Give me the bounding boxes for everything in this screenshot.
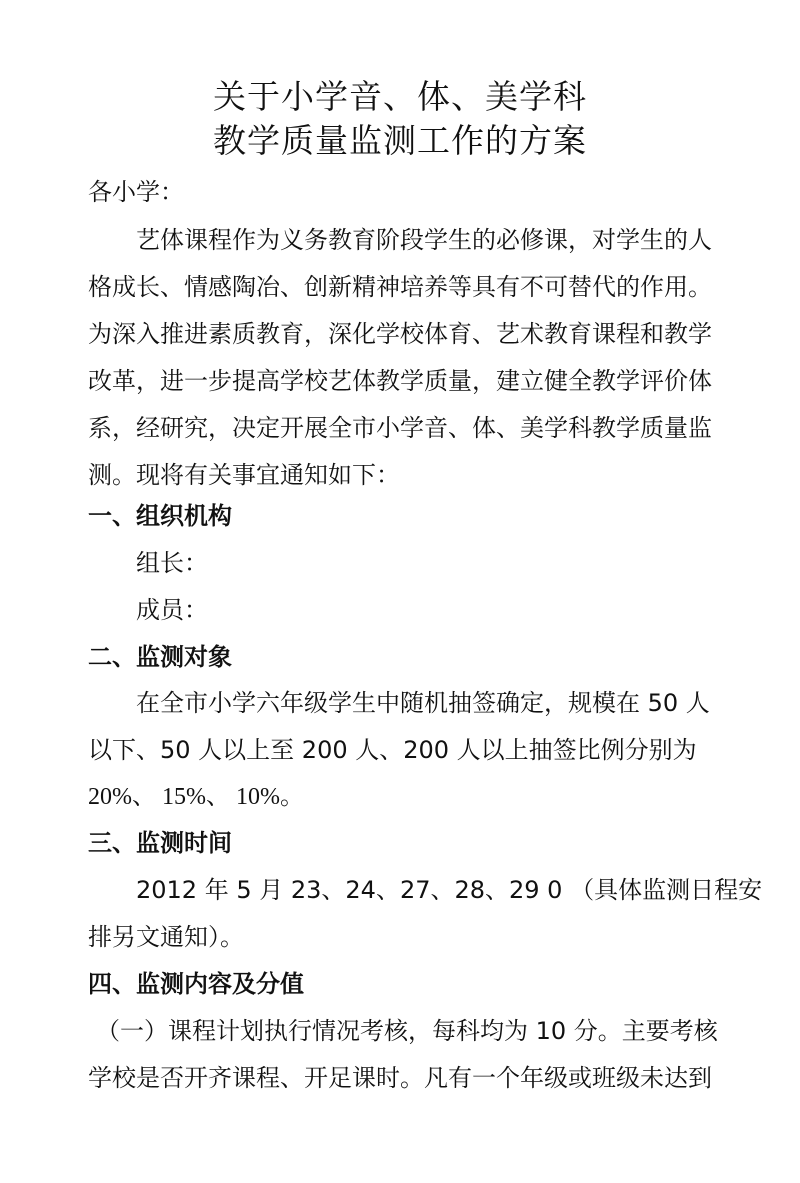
section-3-line-2: 排另文通知）。 (88, 923, 244, 951)
section-3-heading: 三、监测时间 (88, 829, 232, 857)
intro-line-1: 艺体课程作为义务教育阶段学生的必修课，对学生的人 (136, 226, 712, 254)
intro-line-3: 为深入推进素质教育，深化学校体育、艺术教育课程和教学 (88, 320, 712, 348)
section-2-line-2: 以下、50 人以上至 200 人、200 人以上抽签比例分别为 (88, 736, 697, 764)
intro-line-5: 系，经研究，决定开展全市小学音、体、美学科教学质量监 (88, 414, 712, 442)
salutation: 各小学： (88, 178, 184, 206)
section-4-line-2: 学校是否开齐课程、开足课时。凡有一个年级或班级未达到 (88, 1064, 712, 1092)
section-3-line-1: 2012 年 5 月 23、24、27、28、29 0 （具体监测日程安 (136, 876, 763, 904)
section-1-heading: 一、组织机构 (88, 502, 232, 530)
section-1-leader: 组长： (136, 549, 208, 577)
intro-line-2: 格成长、情感陶冶、创新精神培养等具有不可替代的作用。 (88, 273, 712, 301)
section-2-line-3: 20%、 15%、 10%。 (88, 784, 304, 810)
intro-line-4: 改革，进一步提高学校艺体教学质量，建立健全教学评价体 (88, 367, 712, 395)
section-2-line-1: 在全市小学六年级学生中随机抽签确定，规模在 50 人 (136, 689, 710, 717)
document-title-line-2: 教学质量监测工作的方案 (213, 121, 587, 160)
intro-line-6: 测。现将有关事宜通知如下： (88, 461, 400, 489)
section-4-line-1: （一）课程计划执行情况考核，每科均为 10 分。主要考核 (96, 1017, 718, 1045)
document-title-line-1: 关于小学音、体、美学科 (213, 77, 587, 116)
section-4-heading: 四、监测内容及分值 (88, 970, 304, 998)
section-1-members: 成员： (136, 596, 208, 624)
section-2-heading: 二、监测对象 (88, 643, 232, 671)
